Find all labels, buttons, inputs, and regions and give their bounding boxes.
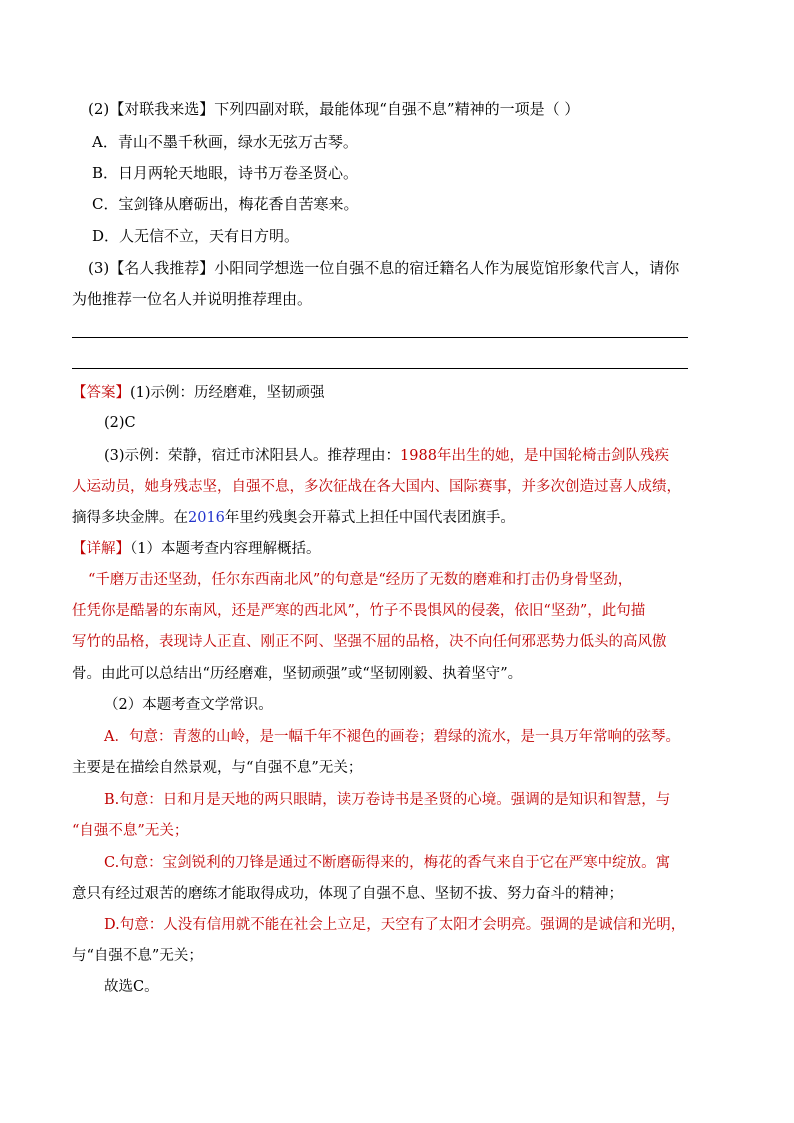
question-number: (3) [88, 259, 110, 277]
question-text: 下列四副对联，最能体现“自强不息”精神的一项是（ ） [214, 100, 580, 118]
detail-option-b: B.句意：日和月是天地的两只眼睛，读万卷诗书是圣贤的心境。强调的是知识和智慧，与 [104, 792, 671, 808]
detail-option-c: C.句意：宝剑锐利的刀锋是通过不断磨砺得来的，梅花的香气来自于它在严寒中绽放。寓 [104, 855, 671, 871]
question-tag: 【对联我来选】 [109, 100, 215, 118]
detail-conclusion: 故选C。 [104, 979, 159, 995]
detail-option-d: D.句意：人没有信用就不能在社会上立足，天空有了太阳才会明亮。强调的是诚信和光明， [104, 917, 686, 933]
question-text-cont: 为他推荐一位名人并说明推荐理由。 [72, 290, 313, 308]
option-b: B．日月两轮天地眼，诗书万卷圣贤心。 [92, 164, 359, 182]
answer-line-2 [72, 368, 688, 369]
detail-heading-2: （2）本题考查文学常识。 [104, 697, 273, 713]
answer-3-text: 年出生的她，是中国轮椅击剑队残疾 [436, 448, 669, 464]
detail-text: 写竹的品格，表现诗人正直、刚正不阿、坚强不屈的品格，决不向任何邪恶势力低头的高风傲 [72, 634, 667, 650]
answer-block [72, 383, 325, 403]
question-3 [88, 258, 679, 278]
question-number: (2) [88, 100, 110, 118]
detail-option-a-cont: 主要是在描绘自然景观，与“自强不息”无关； [72, 760, 363, 776]
answer-3-text: (3)示例：荣静，宿迁市沭阳县人。推荐理由： [104, 448, 401, 464]
detail-option-b-cont: “自强不息”无关； [72, 823, 189, 839]
answer-3-text: 年里约残奥会开幕式上担任中国代表团旗手。 [224, 510, 515, 526]
detail-block [72, 539, 320, 559]
detail-heading-1: （1）本题考查内容理解概括。 [130, 541, 321, 557]
detail-text: “千磨万击还坚劲，任尔东西南北风”的句意是“经历了无数的磨难和打击仍身骨坚劲， [88, 572, 633, 588]
answer-2: (2)C [104, 415, 136, 431]
answer-3-year: 2016 [188, 510, 225, 526]
answer-line-1 [72, 337, 688, 338]
detail-label: 【详解】 [72, 541, 130, 557]
detail-text: 任凭你是酷暑的东南风，还是严寒的西北风”，竹子不畏惧风的侵袭，依旧“坚劲”，此句描 [72, 603, 646, 619]
option-a: A．青山不墨千秋画，绿水无弦万古琴。 [92, 133, 358, 151]
detail-text: 骨。由此可以总结出“历经磨难，坚韧顽强”或“坚韧刚毅、执着坚守”。 [72, 666, 523, 682]
question-text: 小阳同学想选一位自强不息的宿迁籍名人作为展览馆形象代言人，请你 [214, 259, 680, 277]
answer-3-year: 1988 [400, 448, 437, 464]
detail-option-c-cont: 意只有经过艰苦的磨练才能取得成功，体现了自强不息、坚韧不拔、努力奋斗的精神； [72, 886, 623, 902]
question-tag: 【名人我推荐】 [109, 259, 215, 277]
answer-label: 【答案】 [72, 385, 130, 401]
answer-3-line-3 [72, 508, 515, 528]
detail-option-a: A．句意：青葱的山岭，是一幅千年不褪色的画卷；碧绿的流水，是一具万年常响的弦琴。 [104, 729, 680, 745]
answer-3-text: 摘得多块金牌。在 [72, 510, 188, 526]
option-d: D．人无信不立，天有日方明。 [92, 227, 300, 245]
detail-option-d-cont: 与“自强不息”无关； [72, 948, 203, 964]
question-2 [88, 99, 579, 119]
answer-3-line-1 [104, 446, 669, 466]
answer-3-line-2: 人运动员，她身残志坚，自强不息，多次征战在各大国内、国际赛事，并多次创造过喜人成绩， [72, 479, 681, 495]
answer-1: (1)示例：历经磨难，坚韧顽强 [130, 385, 325, 401]
option-c: C．宝剑锋从磨砺出，梅花香自苦寒来。 [92, 195, 359, 213]
